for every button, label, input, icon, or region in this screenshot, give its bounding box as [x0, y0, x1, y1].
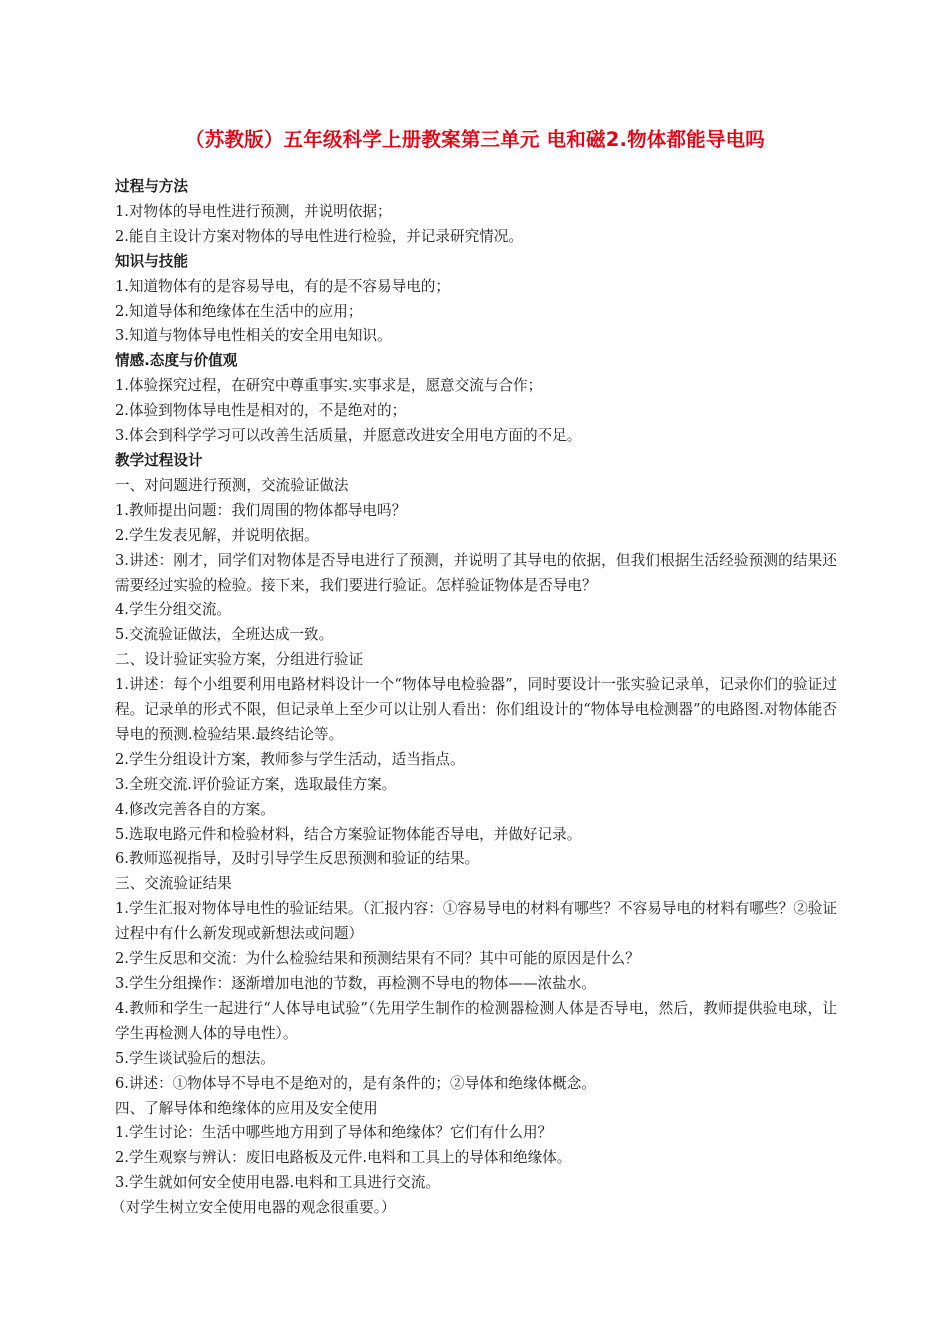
body-paragraph: 6.讲述：①物体导不导电不是绝对的，是有条件的；②导体和绝缘体概念。	[115, 1074, 596, 1092]
body-paragraph: 四、了解导体和绝缘体的应用及安全使用	[115, 1099, 378, 1117]
body-paragraph: 1.学生讨论：生活中哪些地方用到了导体和绝缘体？它们有什么用？	[115, 1124, 553, 1142]
body-paragraph: 3.知道与物体导电性相关的安全用电知识。	[115, 327, 392, 345]
body-paragraph: 4.修改完善各自的方案。	[115, 800, 275, 818]
body-paragraph: 2.体验到物体导电性是相对的，不是绝对的；	[115, 402, 407, 420]
body-paragraph: 三、交流验证结果	[115, 875, 232, 893]
body-paragraph: 2.知道导体和绝缘体在生活中的应用；	[115, 302, 363, 320]
body-paragraph: 5.学生谈试验后的想法。	[115, 1049, 275, 1067]
body-paragraph: 1.对物体的导电性进行预测，并说明依据；	[115, 202, 392, 220]
section-heading: 情感.态度与价值观	[115, 352, 238, 370]
document-title: （苏教版）五年级科学上册教案第三单元 电和磁2.物体都能导电吗	[185, 128, 765, 151]
body-paragraph: 2.学生观察与辨认：废旧电路板及元件.电料和工具上的导体和绝缘体。	[115, 1149, 572, 1167]
body-paragraph: 1.学生汇报对物体导电性的验证结果。（汇报内容：①容易导电的材料有哪些？不容易导电的材料有哪些？②验证过程中有什么新发现或新想法或问题）	[115, 900, 837, 943]
body-paragraph: 1.知道物体有的是容易导电，有的是不容易导电的；	[115, 277, 450, 295]
body-paragraph: 一、对问题进行预测，交流验证做法	[115, 476, 349, 494]
body-paragraph: 二、设计验证实验方案，分组进行验证	[115, 651, 364, 669]
body-paragraph: 2.学生发表见解，并说明依据。	[115, 526, 319, 544]
body-paragraph: 3.讲述：刚才，同学们对物体是否导电进行了预测，并说明了其导电的依据，但我们根据生活经验预测的结果还需要经过实验的检验。接下来，我们要进行验证。怎样验证物体是否导电？	[115, 551, 837, 594]
body-paragraph: 3.体会到科学学习可以改善生活质量，并愿意改进安全用电方面的不足。	[115, 427, 582, 445]
body-paragraph: 2.学生分组设计方案，教师参与学生活动，适当指点。	[115, 750, 465, 768]
body-paragraph: 1.讲述：每个小组要利用电路材料设计一个“物体导电检验器”，同时要设计一张实验记录单，记录你们的验证过程。记录单的形式不限，但记录单上至少可以让别人看出：你们组设计的“物体导电检测器”的电路图.对物体能否导电的预测.检验结果.最终结论等。	[115, 676, 837, 743]
note-paragraph: （对学生树立安全使用电器的观念很重要。）	[111, 1199, 396, 1217]
section-heading: 教学过程设计	[115, 451, 203, 469]
document-body	[111, 175, 837, 1221]
body-paragraph: 2.学生反思和交流：为什么检验结果和预测结果有不同？其中可能的原因是什么？	[115, 950, 640, 968]
body-paragraph: 5.选取电路元件和检验材料，结合方案验证物体能否导电，并做好记录。	[115, 825, 582, 843]
body-paragraph: 5.交流验证做法，全班达成一致。	[115, 626, 334, 644]
body-paragraph: 4.教师和学生一起进行“人体导电试验”（先用学生制作的检测器检测人体是否导电，然后，教师提供验电球，让学生再检测人体的导电性）。	[115, 999, 837, 1042]
body-paragraph: 1.体验探究过程，在研究中尊重事实.实事求是，愿意交流与合作；	[115, 377, 543, 395]
body-paragraph: 3.学生就如何安全使用电器.电料和工具进行交流。	[115, 1174, 441, 1192]
body-paragraph: 4.学生分组交流。	[115, 601, 232, 619]
body-paragraph: 2.能自主设计方案对物体的导电性进行检验，并记录研究情况。	[115, 227, 523, 245]
section-heading: 过程与方法	[115, 178, 188, 195]
body-paragraph: 1.教师提出问题：我们周围的物体都导电吗？	[115, 501, 407, 519]
body-paragraph: 6.教师巡视指导，及时引导学生反思预测和验证的结果。	[115, 850, 480, 868]
body-paragraph: 3.学生分组操作：逐渐增加电池的节数，再检测不导电的物体——浓盐水。	[115, 975, 596, 992]
body-paragraph: 3.全班交流.评价验证方案，选取最佳方案。	[115, 775, 397, 793]
section-heading: 知识与技能	[115, 252, 188, 270]
